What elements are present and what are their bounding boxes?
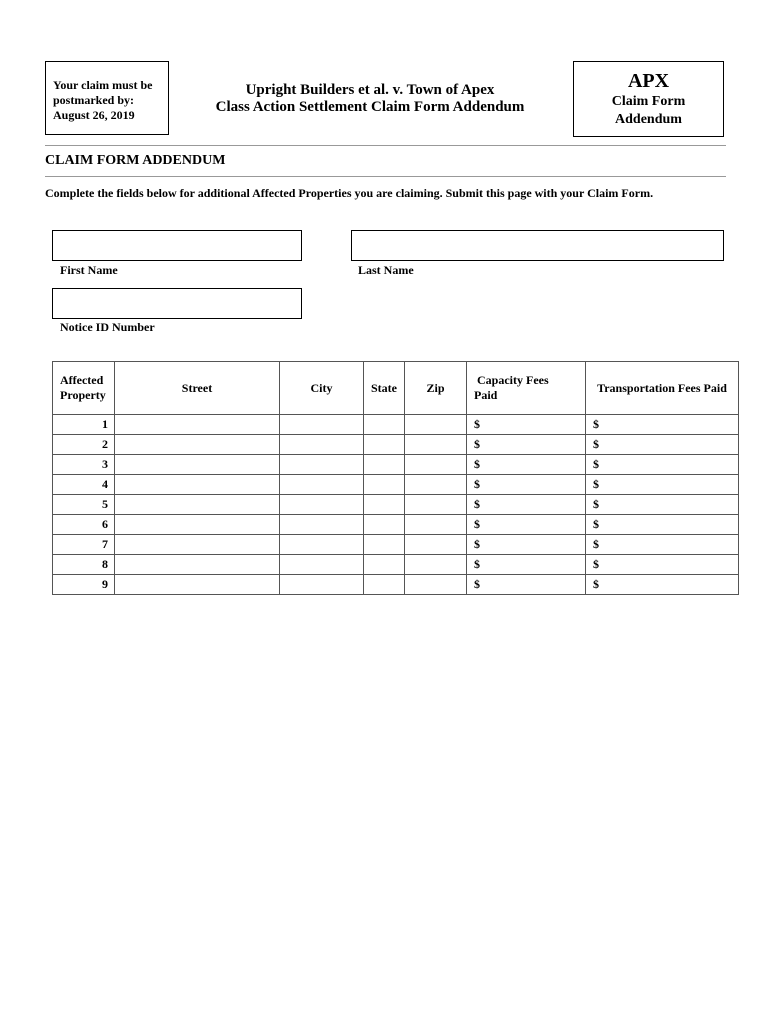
property-number-cell: 7	[53, 535, 115, 555]
transportation-fees-cell[interactable]: $	[586, 415, 739, 435]
zip-cell[interactable]	[405, 575, 467, 595]
deadline-box	[45, 61, 169, 135]
form-code-sub-2: Addendum	[615, 112, 682, 127]
last-name-field[interactable]	[351, 230, 724, 261]
property-number-cell: 2	[53, 435, 115, 455]
state-cell[interactable]	[364, 575, 405, 595]
city-cell[interactable]	[280, 475, 364, 495]
street-cell[interactable]	[115, 495, 280, 515]
capacity-fees-cell[interactable]: $	[467, 555, 586, 575]
capacity-fees-cell[interactable]: $	[467, 515, 586, 535]
zip-cell[interactable]	[405, 515, 467, 535]
header-label: Affected	[60, 373, 104, 387]
table-row	[53, 495, 739, 515]
header-label: Paid	[474, 388, 498, 402]
header-zip: Zip	[405, 362, 467, 415]
zip-cell[interactable]	[405, 555, 467, 575]
capacity-fees-cell[interactable]: $	[467, 495, 586, 515]
deadline-date: August 26, 2019	[53, 108, 135, 122]
transportation-fees-cell[interactable]: $	[586, 475, 739, 495]
street-cell[interactable]	[115, 475, 280, 495]
state-cell[interactable]	[364, 515, 405, 535]
first-name-label: First Name	[60, 263, 118, 277]
city-cell[interactable]	[280, 455, 364, 475]
header-city: City	[280, 362, 364, 415]
table-header-row	[53, 362, 739, 415]
state-cell[interactable]	[364, 475, 405, 495]
city-cell[interactable]	[280, 515, 364, 535]
transportation-fees-cell[interactable]: $	[586, 435, 739, 455]
table-row	[53, 415, 739, 435]
capacity-fees-cell[interactable]: $	[467, 535, 586, 555]
zip-cell[interactable]	[405, 455, 467, 475]
header-transportation-fees: Transportation Fees Paid	[586, 362, 739, 415]
street-cell[interactable]	[115, 575, 280, 595]
table-row	[53, 475, 739, 495]
table-row	[53, 555, 739, 575]
case-title: Upright Builders et al. v. Town of Apex	[245, 82, 495, 98]
transportation-fees-cell[interactable]: $	[586, 575, 739, 595]
street-cell[interactable]	[115, 515, 280, 535]
property-number-cell: 1	[53, 415, 115, 435]
transportation-fees-cell[interactable]: $	[586, 455, 739, 475]
state-cell[interactable]	[364, 415, 405, 435]
street-cell[interactable]	[115, 555, 280, 575]
property-number-cell: 6	[53, 515, 115, 535]
transportation-fees-cell[interactable]: $	[586, 515, 739, 535]
header-capacity-fees	[467, 362, 586, 415]
city-cell[interactable]	[280, 575, 364, 595]
state-cell[interactable]	[364, 555, 405, 575]
header-street: Street	[115, 362, 280, 415]
form-code-box	[573, 61, 724, 137]
transportation-fees-cell[interactable]: $	[586, 555, 739, 575]
instructions: Complete the fields below for additional Affected Properties you are claiming. Submit this page with your Claim Form.	[45, 186, 654, 200]
deadline-line: postmarked by:	[53, 93, 135, 107]
table-row	[53, 435, 739, 455]
form-title	[180, 82, 560, 116]
zip-cell[interactable]	[405, 495, 467, 515]
transportation-fees-cell[interactable]: $	[586, 495, 739, 515]
capacity-fees-cell[interactable]: $	[467, 455, 586, 475]
property-number-cell: 8	[53, 555, 115, 575]
zip-cell[interactable]	[405, 475, 467, 495]
capacity-fees-cell[interactable]: $	[467, 575, 586, 595]
street-cell[interactable]	[115, 455, 280, 475]
divider	[45, 176, 726, 177]
table-row	[53, 575, 739, 595]
form-code-sub-1: Claim Form	[611, 94, 686, 109]
city-cell[interactable]	[280, 535, 364, 555]
state-cell[interactable]	[364, 535, 405, 555]
deadline-line: Your claim must be	[53, 78, 153, 92]
city-cell[interactable]	[280, 555, 364, 575]
form-subtitle: Class Action Settlement Claim Form Addendum	[215, 99, 525, 115]
first-name-field[interactable]	[52, 230, 302, 261]
header-label: Capacity Fees	[477, 373, 549, 387]
transportation-fees-cell[interactable]: $	[586, 535, 739, 555]
street-cell[interactable]	[115, 435, 280, 455]
zip-cell[interactable]	[405, 535, 467, 555]
property-number-cell: 4	[53, 475, 115, 495]
city-cell[interactable]	[280, 435, 364, 455]
table-row	[53, 515, 739, 535]
last-name-label: Last Name	[358, 263, 414, 277]
city-cell[interactable]	[280, 415, 364, 435]
form-code: APX	[627, 70, 670, 92]
state-cell[interactable]	[364, 495, 405, 515]
state-cell[interactable]	[364, 455, 405, 475]
notice-id-field[interactable]	[52, 288, 302, 319]
capacity-fees-cell[interactable]: $	[467, 475, 586, 495]
table-row	[53, 455, 739, 475]
header-label: Property	[60, 388, 106, 402]
property-number-cell: 3	[53, 455, 115, 475]
header-affected-property	[53, 362, 115, 415]
property-number-cell: 5	[53, 495, 115, 515]
capacity-fees-cell[interactable]: $	[467, 415, 586, 435]
zip-cell[interactable]	[405, 415, 467, 435]
notice-id-label: Notice ID Number	[60, 320, 155, 334]
section-title: CLAIM FORM ADDENDUM	[45, 153, 226, 168]
street-cell[interactable]	[115, 415, 280, 435]
zip-cell[interactable]	[405, 435, 467, 455]
city-cell[interactable]	[280, 495, 364, 515]
divider	[45, 145, 726, 146]
affected-properties-table	[52, 361, 739, 595]
property-number-cell: 9	[53, 575, 115, 595]
street-cell[interactable]	[115, 535, 280, 555]
state-cell[interactable]	[364, 435, 405, 455]
header-state: State	[364, 362, 405, 415]
table-row	[53, 535, 739, 555]
capacity-fees-cell[interactable]: $	[467, 435, 586, 455]
